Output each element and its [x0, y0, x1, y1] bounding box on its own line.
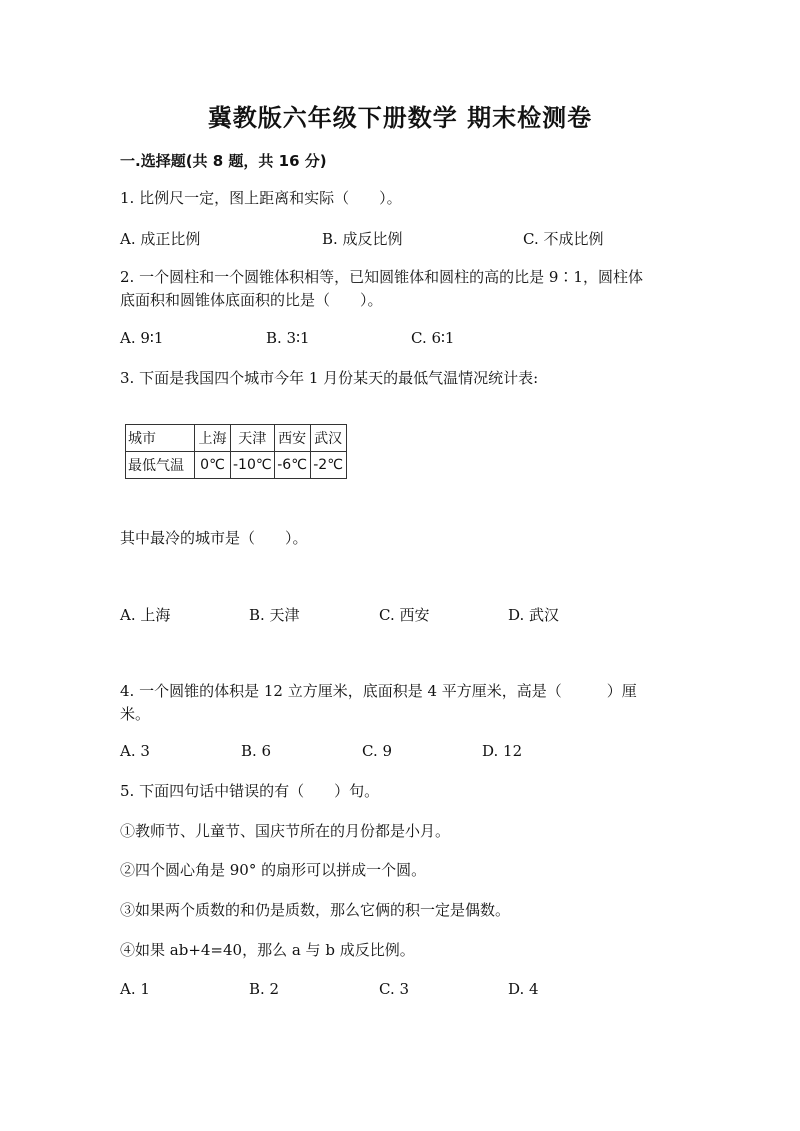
question-5-option-a: A. 1 [120, 980, 150, 998]
table-row [126, 452, 347, 479]
table-cell: -6℃ [274, 452, 310, 479]
question-4-option-b: B. 6 [241, 742, 272, 760]
page-title: 冀教版六年级下册数学 期末检测卷 [207, 104, 593, 132]
question-4-option-c: C. 9 [362, 742, 393, 760]
question-5-option-b: B. 2 [249, 980, 280, 998]
table-cell: -2℃ [310, 452, 346, 479]
question-2-option-b: B. 3∶1 [266, 329, 310, 347]
question-5-option-c: C. 3 [379, 980, 410, 998]
question-2-stem-line-1: 2. 一个圆柱和一个圆锥体积相等，已知圆锥体和圆柱的高的比是 9∶1，圆柱体 [120, 268, 643, 286]
question-5-statement-3: ③如果两个质数的和仍是质数，那么它俩的积一定是偶数。 [120, 901, 511, 919]
question-2-option-c: C. 6∶1 [411, 329, 455, 347]
question-3-option-b: B. 天津 [249, 606, 300, 624]
table-row [126, 425, 347, 452]
question-1-option-a: A. 成正比例 [120, 230, 201, 248]
question-4-option-a: A. 3 [120, 742, 150, 760]
question-4-stem-line-1: 4. 一个圆锥的体积是 12 立方厘米，底面积是 4 平方厘米，高是（ ）厘 [120, 682, 637, 700]
question-4-stem-line-2: 米。 [120, 705, 151, 723]
table-cell: 上海 [195, 425, 231, 452]
table-cell: 天津 [231, 425, 275, 452]
question-5-option-d: D. 4 [508, 980, 539, 998]
table-cell: 0℃ [195, 452, 231, 479]
question-2-option-a: A. 9∶1 [120, 329, 164, 347]
question-5-statement-4: ④如果 ab+4=40，那么 a 与 b 成反比例。 [120, 941, 415, 959]
question-3-prompt: 其中最冷的城市是（ ）。 [120, 529, 308, 547]
table-cell: 西安 [274, 425, 310, 452]
question-5-stem: 5. 下面四句话中错误的有（ ）句。 [120, 782, 380, 800]
table-cell: 城市 [126, 425, 195, 452]
question-1-option-b: B. 成反比例 [322, 230, 403, 248]
question-1-stem: 1. 比例尺一定，图上距离和实际（ ）。 [120, 189, 402, 207]
question-5-statement-1: ①教师节、儿童节、国庆节所在的月份都是小月。 [120, 822, 451, 840]
question-4-option-d: D. 12 [482, 742, 523, 760]
table-cell: 武汉 [310, 425, 346, 452]
question-3-option-a: A. 上海 [120, 606, 171, 624]
table-cell: -10℃ [231, 452, 275, 479]
question-5-statement-2: ②四个圆心角是 90° 的扇形可以拼成一个圆。 [120, 861, 427, 879]
question-1-option-c: C. 不成比例 [523, 230, 604, 248]
section-heading: 一.选择题(共 8 题，共 16 分) [120, 152, 327, 170]
question-3-stem: 3. 下面是我国四个城市今年 1 月份某天的最低气温情况统计表: [120, 369, 539, 387]
question-2-stem-line-2: 底面积和圆锥体底面积的比是（ ）。 [120, 291, 383, 309]
table-cell: 最低气温 [126, 452, 195, 479]
question-3-option-c: C. 西安 [379, 606, 430, 624]
temperature-table [125, 424, 347, 479]
question-3-option-d: D. 武汉 [508, 606, 560, 624]
